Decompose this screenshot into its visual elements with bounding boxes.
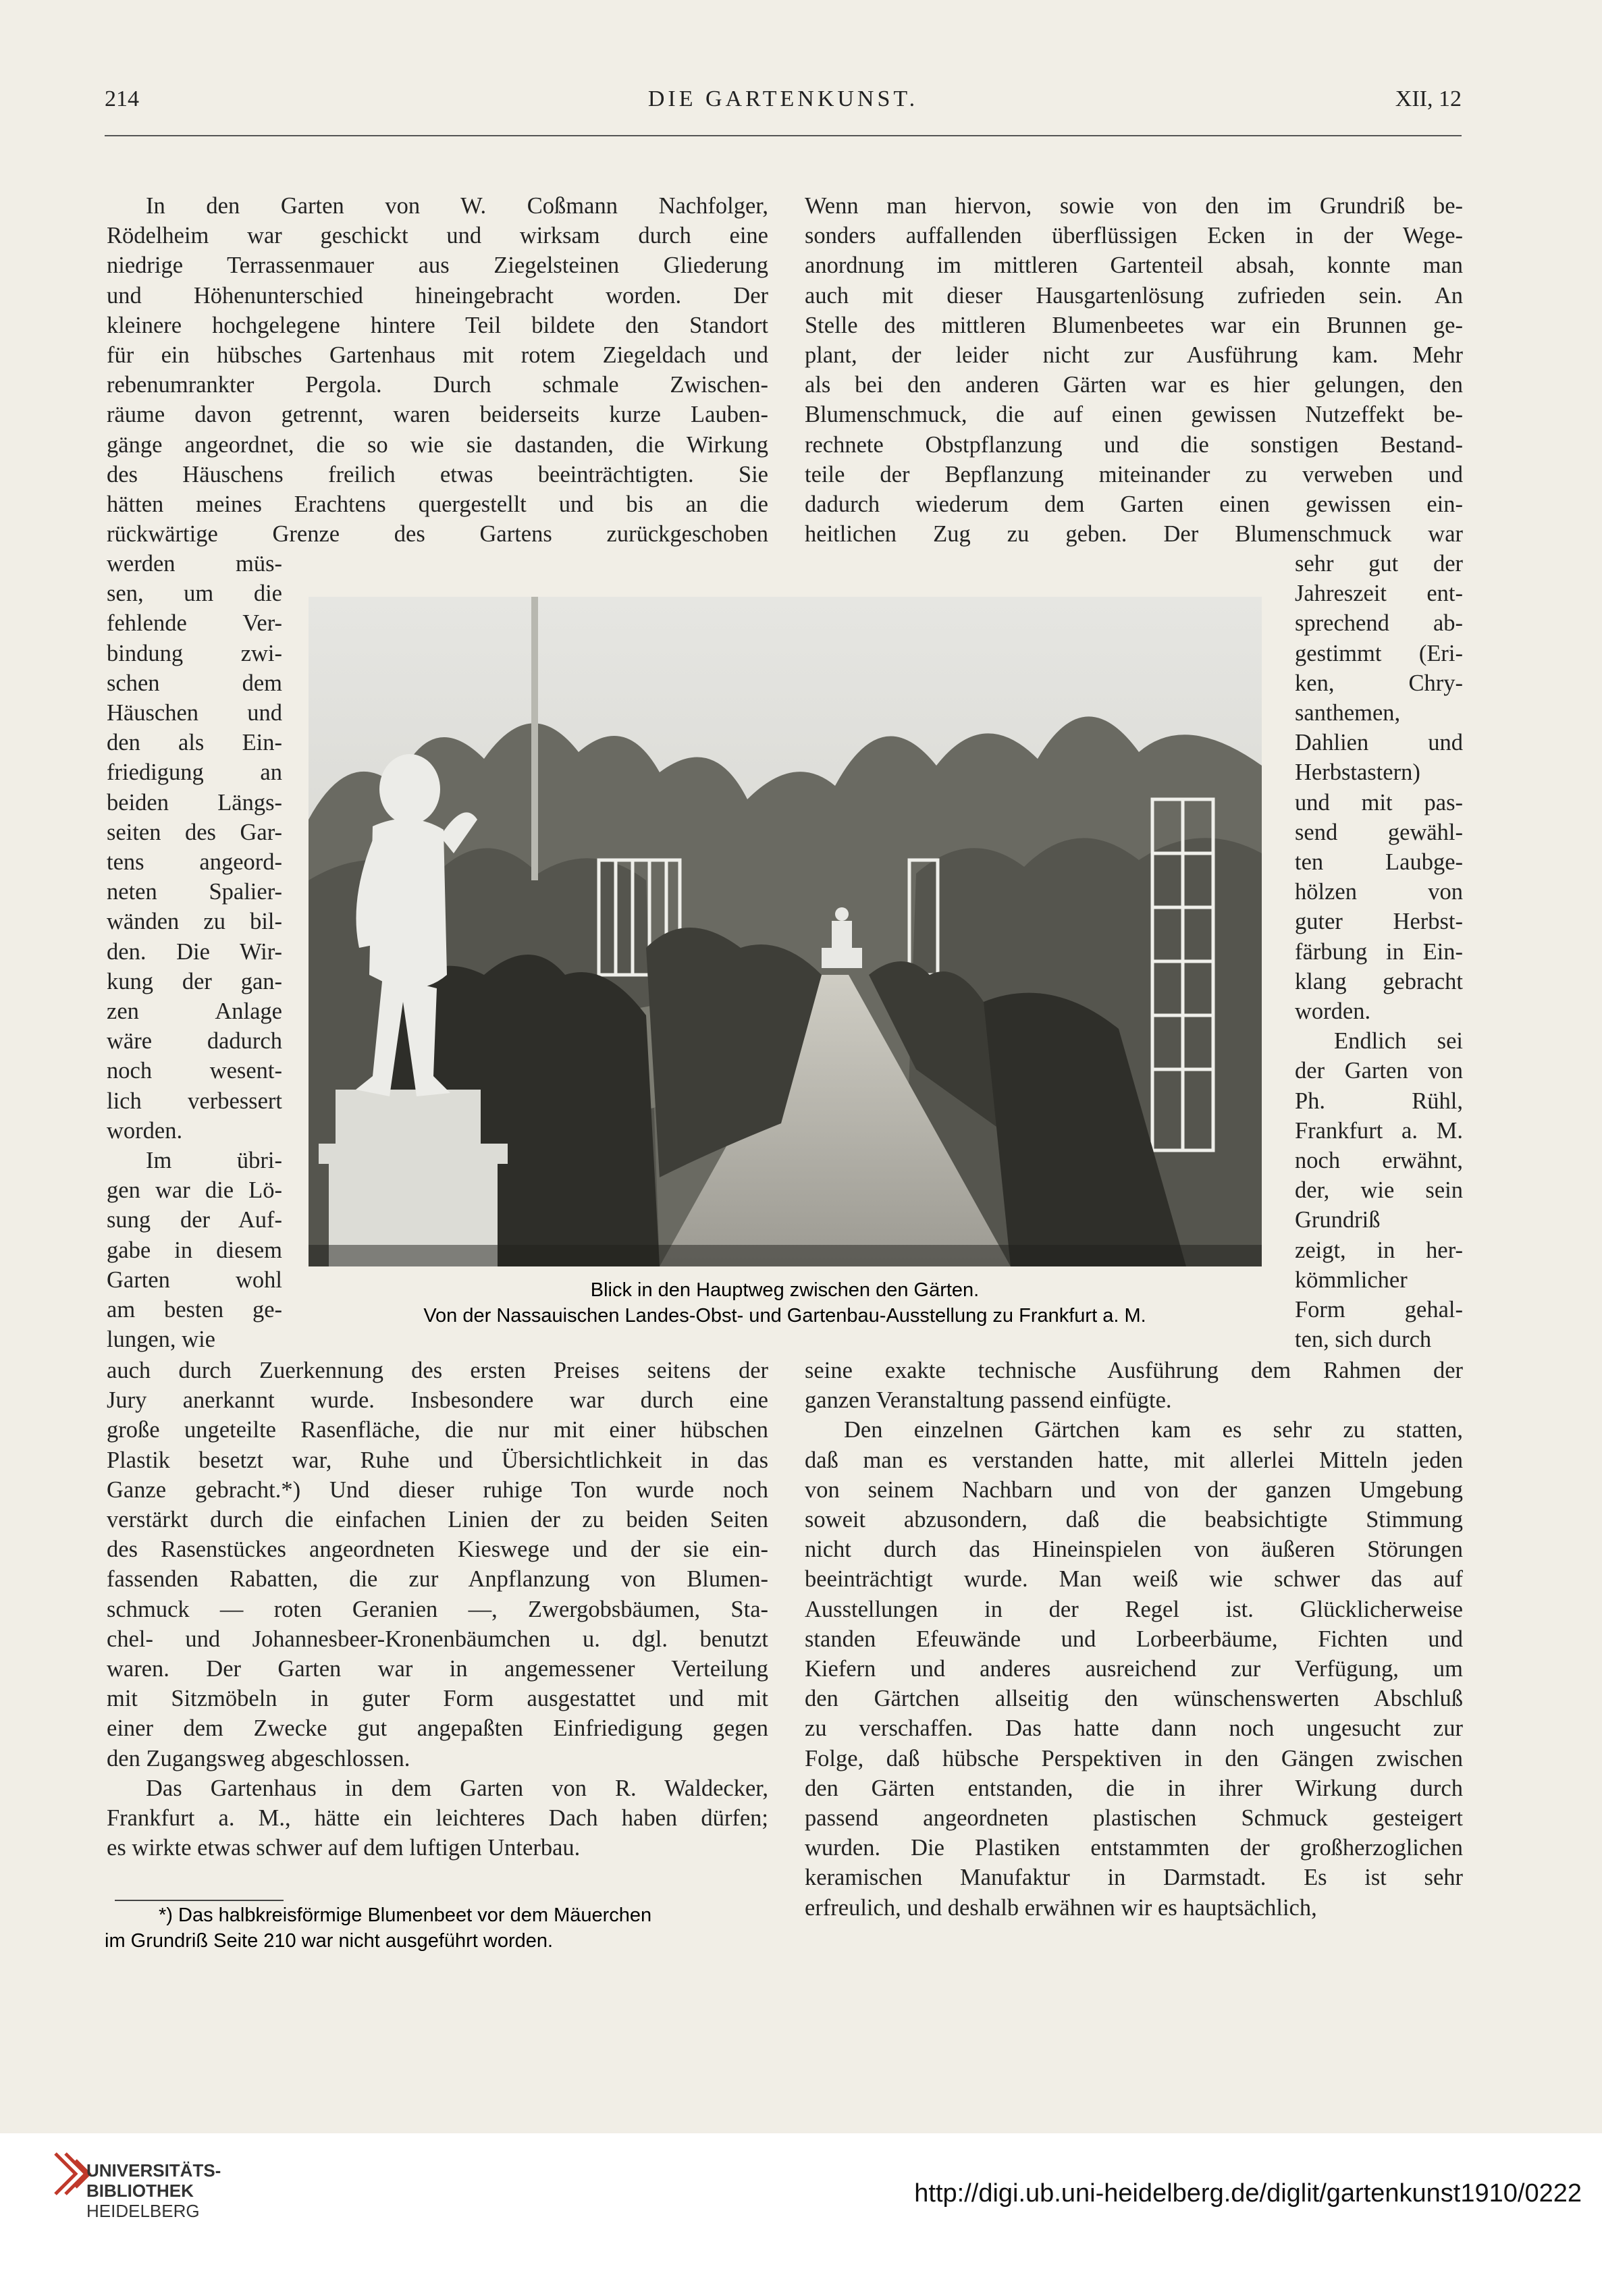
text-line: einer dem Zwecke gut angepaßten Einfriedigung gegen	[107, 1715, 768, 1742]
text-line: Garten wohl	[107, 1266, 282, 1293]
text-line: den. Die Wir-	[107, 938, 282, 965]
text-line: soweit abzusondern, daß die beabsichtigte Stimmung	[805, 1507, 1463, 1533]
text-line: der, wie sein	[1295, 1177, 1463, 1204]
text-line: lich verbessert	[107, 1088, 282, 1114]
text-line: Frankfurt a. M.	[1295, 1117, 1463, 1144]
library-name-line-1: UNIVERSITÄTS-	[86, 2160, 221, 2181]
text-line: von seinem Nachbarn und von der ganzen Umgebung	[805, 1476, 1463, 1503]
text-line: Im übri-	[146, 1148, 282, 1174]
issue-number: XII, 12	[1395, 86, 1462, 111]
text-line: worden.	[107, 1117, 183, 1144]
caption-line-1: Blick in den Hauptweg zwischen den Gärten.	[590, 1279, 980, 1301]
text-line: niedrige Terrassenmauer aus Ziegelsteinen Gliederung	[107, 252, 768, 279]
left-column-bottom	[107, 1356, 768, 1863]
text-line: worden.	[1295, 998, 1371, 1025]
footnote-rule	[115, 1900, 284, 1901]
text-line: guter Herbst-	[1295, 909, 1463, 935]
text-line: am besten ge-	[107, 1297, 282, 1323]
text-line: Folge, daß hübsche Perspektiven in den Gängen zwischen	[805, 1745, 1463, 1771]
text-line: daß man es verstanden hatte, mit allerlei Mitteln jeden	[805, 1447, 1463, 1473]
text-line: waren. Der Garten war in angemessener Verteilung	[107, 1656, 768, 1682]
text-line: zu verschaffen. Das hatte dann noch ungesucht zur	[805, 1715, 1463, 1742]
text-line: rückwärtige Grenze des Gartens zurückgeschoben	[107, 521, 768, 548]
running-header	[105, 86, 1462, 127]
text-line: standen Efeuwände und Lorbeerbäume, Fichten und	[805, 1626, 1463, 1652]
right-column-bottom	[805, 1356, 1463, 1923]
text-line: noch wesent-	[107, 1058, 282, 1084]
text-line: Ganze gebracht.*) Und dieser ruhige Ton wurde noch	[107, 1476, 768, 1503]
garden-photograph	[309, 597, 1262, 1266]
text-line: beeinträchtigt wurde. Man weiß wie schwer das auf	[805, 1566, 1463, 1593]
garden-photo-illustration	[309, 597, 1262, 1266]
text-line: schmuck — roten Geranien —, Zwergobsbäumen, Sta-	[107, 1596, 768, 1622]
text-line: es wirkte etwas schwer auf dem luftigen Unterbau.	[107, 1835, 581, 1861]
text-line: sehr gut der	[1295, 551, 1463, 577]
text-line: große ungeteilte Rasenfläche, die nur mit einer hübschen	[107, 1417, 768, 1443]
left-column-narrow	[107, 549, 282, 1354]
text-line: als bei den anderen Gärten war es hier gelungen, den	[805, 372, 1463, 398]
text-line: schen dem	[107, 670, 282, 696]
text-line: gen war die Lö-	[107, 1177, 282, 1204]
text-line: Plastik besetzt war, Ruhe und Übersichtlichkeit in das	[107, 1447, 768, 1473]
text-line: wäre dadurch	[107, 1028, 282, 1054]
text-line: den Gärten entstanden, die in ihrer Wirkung durch	[805, 1775, 1463, 1801]
text-line: klang gebracht	[1295, 968, 1463, 994]
text-line: Frankfurt a. M., hätte ein leichteres Dach haben dürfen;	[107, 1805, 768, 1832]
page-number: 214	[105, 86, 139, 111]
text-line: Endlich sei	[1334, 1028, 1463, 1054]
text-line: neten Spalier-	[107, 879, 282, 905]
text-line: In den Garten von W. Coßmann Nachfolger,	[146, 193, 768, 219]
caption-line-2: Von der Nassauischen Landes-Obst- und Gartenbau-Ausstellung zu Frankfurt a. M.	[423, 1305, 1146, 1327]
text-line: sung der Auf-	[107, 1207, 282, 1233]
text-line: rechnete Obstpflanzung und die sonstigen Bestand-	[805, 431, 1463, 458]
text-line: sonders auffallenden überflüssigen Ecken in der Wege-	[805, 223, 1463, 249]
text-line: dadurch wiederum dem Garten einen gewissen ein-	[805, 491, 1463, 518]
text-line: mit Sitzmöbeln in guter Form ausgestattet und mit	[107, 1686, 768, 1712]
text-line: Den einzelnen Gärtchen kam es sehr zu statten,	[844, 1417, 1463, 1443]
library-name-line-2: BIBLIOTHEK	[86, 2181, 194, 2201]
text-line: den Zugangsweg abgeschlossen.	[107, 1745, 410, 1771]
text-line: erfreulich, und deshalb erwähnen wir es hauptsächlich,	[805, 1894, 1317, 1921]
text-line: heitlichen Zug zu geben. Der Blumenschmuck war	[805, 521, 1463, 548]
text-line: ten Laubge-	[1295, 849, 1463, 876]
header-rule	[105, 135, 1462, 136]
text-line: ganzen Veranstaltung passend einfügte.	[805, 1387, 1172, 1414]
text-line: chel- und Johannesbeer-Kronenbäumchen u. dgl. benutzt	[107, 1626, 768, 1652]
text-line: Stelle des mittleren Blumenbeetes war ein Brunnen ge-	[805, 312, 1463, 338]
text-line: nicht durch das Hineinspielen von äußeren Störungen	[805, 1537, 1463, 1563]
text-line: santhemen,	[1295, 700, 1401, 726]
text-line: gänge angeordnet, die so wie sie dastanden, die Wirkung	[107, 431, 768, 458]
text-line: Herbstastern)	[1295, 759, 1420, 786]
text-line: Dahlien und	[1295, 730, 1463, 756]
text-line: Jahreszeit ent-	[1295, 581, 1463, 607]
text-line: gabe in diesem	[107, 1237, 282, 1263]
text-line: des Rasenstückes angeordneten Kieswege und der sie ein-	[107, 1537, 768, 1563]
text-line: friedigung an	[107, 759, 282, 786]
text-line: teile der Bepflanzung miteinander zu verweben und	[805, 461, 1463, 487]
text-line: färbung in Ein-	[1295, 938, 1463, 965]
text-line: der Garten von	[1295, 1058, 1463, 1084]
text-line: lungen, wie	[107, 1327, 215, 1353]
text-line: wurden. Die Plastiken entstammten der großherzoglichen	[805, 1835, 1463, 1861]
text-line: hätten meines Erachtens quergestellt und bis an die	[107, 491, 768, 518]
text-line: rebenumrankter Pergola. Durch schmale Zwischen-	[107, 372, 768, 398]
text-line: fassenden Rabatten, die zur Anpflanzung von Blumen-	[107, 1566, 768, 1593]
text-line: den Gärtchen allseitig den wünschenswerten Abschluß	[805, 1686, 1463, 1712]
text-line: Form gehal-	[1295, 1297, 1463, 1323]
text-line: Ausstellungen in der Regel ist. Glücklicherweise	[805, 1596, 1463, 1622]
text-line: noch erwähnt,	[1295, 1148, 1463, 1174]
text-line: passend angeordneten plastischen Schmuck gesteigert	[805, 1805, 1463, 1832]
text-line: ten, sich durch	[1295, 1327, 1432, 1353]
text-line: kömmlicher	[1295, 1266, 1408, 1293]
text-line: seiten des Gar-	[107, 819, 282, 845]
left-column-top	[107, 191, 768, 549]
text-line: kleinere hochgelegene hintere Teil bildete den Standort	[107, 312, 768, 338]
text-line: wänden zu bil-	[107, 909, 282, 935]
text-line: Grundriß	[1295, 1207, 1381, 1233]
text-line: tens angeord-	[107, 849, 282, 876]
text-line: kung der gan-	[107, 968, 282, 994]
text-line: hölzen von	[1295, 879, 1463, 905]
text-line: sprechend ab-	[1295, 610, 1463, 637]
text-line: sen, um die	[107, 581, 282, 607]
text-line: plant, der leider nicht zur Ausführung kam. Mehr	[805, 342, 1463, 369]
text-line: Rödelheim war geschickt und wirksam durch eine	[107, 223, 768, 249]
text-line: Jury anerkannt wurde. Insbesondere war durch eine	[107, 1387, 768, 1414]
text-line: den als Ein-	[107, 730, 282, 756]
text-line: Häuschen und	[107, 700, 282, 726]
text-line: werden müs-	[107, 551, 282, 577]
text-line: send gewähl-	[1295, 819, 1463, 845]
text-line: seine exakte technische Ausführung dem Rahmen der	[805, 1358, 1463, 1383]
text-line: Das Gartenhaus in dem Garten von R. Waldecker,	[146, 1775, 768, 1801]
text-line: auch mit dieser Hausgartenlösung zufrieden sein. An	[805, 282, 1463, 309]
text-line: bindung zwi-	[107, 640, 282, 666]
footnote-line-1: *) Das halbkreisförmige Blumenbeet vor dem Mäuerchen	[159, 1904, 652, 1926]
library-name	[86, 2160, 221, 2221]
text-line: verstärkt durch die einfachen Linien der zu beiden Seiten	[107, 1507, 768, 1533]
text-line: Wenn man hiervon, sowie von den im Grundriß be-	[805, 193, 1463, 219]
digitization-footer	[0, 2133, 1602, 2296]
source-url-link[interactable]: http://digi.ub.uni-heidelberg.de/diglit/gartenkunst1910/0222	[914, 2179, 1582, 2208]
text-line: für ein hübsches Gartenhaus mit rotem Ziegeldach und	[107, 342, 768, 369]
text-line: ken, Chry-	[1295, 670, 1463, 696]
journal-title: DIE GARTENKUNST.	[647, 86, 919, 111]
text-line: zen Anlage	[107, 998, 282, 1025]
library-name-line-3: HEIDELBERG	[86, 2201, 200, 2221]
right-column-narrow	[1295, 549, 1463, 1354]
text-line: Kiefern und anderes ausreichend zur Verfügung, um	[805, 1656, 1463, 1682]
footnote	[105, 1902, 773, 1954]
text-line: gestimmt (Eri-	[1295, 640, 1463, 666]
text-line: Blumenschmuck, die auf einen gewissen Nutzeffekt be-	[805, 402, 1463, 428]
text-line: und Höhenunterschied hineingebracht worden. Der	[107, 282, 768, 309]
text-line: fehlende Ver-	[107, 610, 282, 637]
photo-caption	[297, 1277, 1273, 1329]
text-line: beiden Längs-	[107, 789, 282, 816]
text-line: räume davon getrennt, waren beiderseits kurze Lauben-	[107, 402, 768, 428]
text-line: anordnung im mittleren Gartenteil absah, konnte man	[805, 252, 1463, 279]
text-line: und mit pas-	[1295, 789, 1463, 816]
text-line: des Häuschens freilich etwas beeinträchtigten. Sie	[107, 461, 768, 487]
footnote-line-2: im Grundriß Seite 210 war nicht ausgeführt worden.	[105, 1930, 554, 1952]
text-line: Ph. Rühl,	[1295, 1088, 1463, 1114]
text-line: zeigt, in her-	[1295, 1237, 1463, 1263]
right-column-top	[805, 191, 1463, 549]
text-line: keramischen Manufaktur in Darmstadt. Es ist sehr	[805, 1865, 1463, 1891]
text-line: auch durch Zuerkennung des ersten Preises seitens der	[107, 1358, 768, 1383]
